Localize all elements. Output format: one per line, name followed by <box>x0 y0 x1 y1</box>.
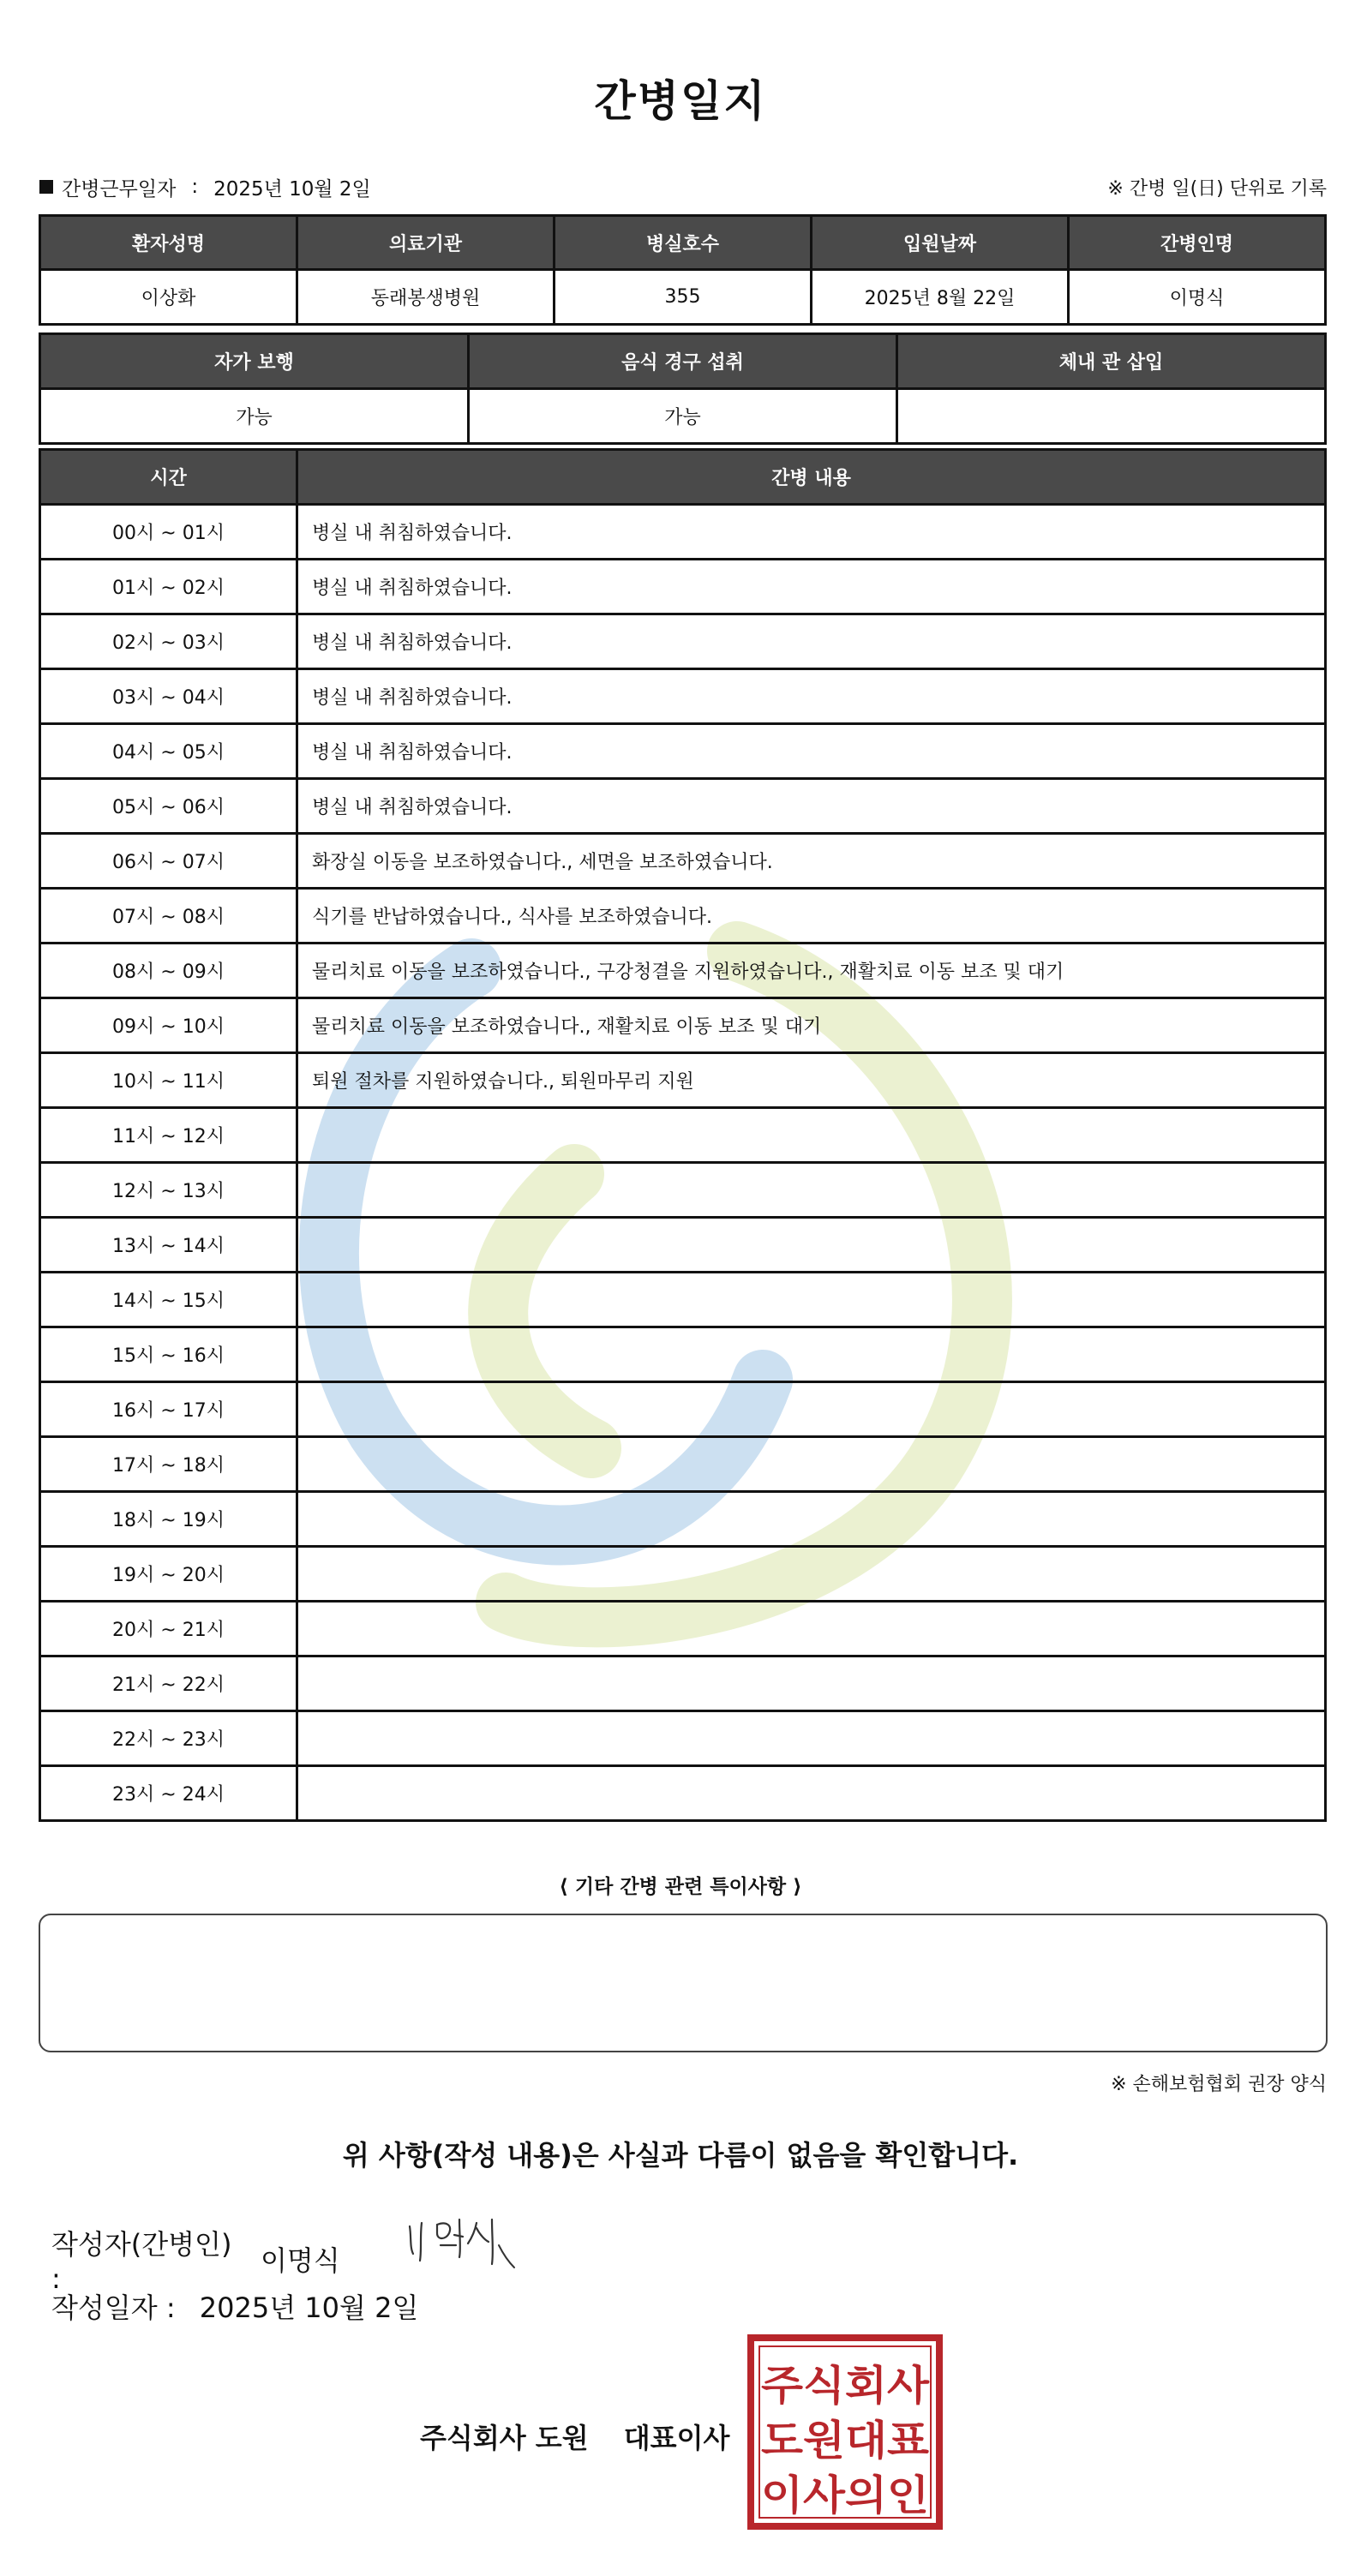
admission-date: 2025년 8월 22일 <box>812 270 1069 325</box>
company-representative: 대표이사 <box>623 2422 730 2454</box>
care-log-row <box>40 505 1326 560</box>
header-time: 시간 <box>40 450 297 505</box>
log-time: 23시 ~ 24시 <box>40 1766 297 1821</box>
status-table-header <box>40 334 1326 389</box>
log-content <box>297 1711 1326 1766</box>
writer-label: 작성자(간병인) : <box>51 2228 232 2295</box>
unit-note: ※ 간병 일(日) 단위로 기록 <box>1107 177 1327 200</box>
seal-text-line-3: 이사의인 <box>761 2471 929 2519</box>
work-date-label: 간병근무일자 <box>62 177 177 201</box>
header-tube-insertion: 체내 관 삽입 <box>897 334 1326 389</box>
header-care-content: 간병 내용 <box>297 450 1326 505</box>
care-log-row <box>40 889 1326 944</box>
care-log-row <box>40 779 1326 834</box>
log-time: 02시 ~ 03시 <box>40 614 297 669</box>
care-log-row <box>40 1163 1326 1218</box>
oral-intake: 가능 <box>469 389 897 444</box>
log-time: 21시 ~ 22시 <box>40 1656 297 1711</box>
notes-box <box>39 1914 1328 2052</box>
header-patient-name: 환자성명 <box>40 216 297 270</box>
care-log-header <box>40 450 1326 505</box>
patient-table-row <box>40 270 1326 325</box>
log-time: 06시 ~ 07시 <box>40 834 297 889</box>
care-log-row <box>40 1492 1326 1547</box>
care-log-row <box>40 1602 1326 1656</box>
log-content: 물리치료 이동을 보조하였습니다., 재활치료 이동 보조 및 대기 <box>297 998 1326 1053</box>
log-content <box>297 1492 1326 1547</box>
room-number: 355 <box>555 270 812 325</box>
header-hospital: 의료기관 <box>297 216 555 270</box>
hospital: 동래봉생병원 <box>297 270 555 325</box>
log-time: 07시 ~ 08시 <box>40 889 297 944</box>
log-content <box>297 1273 1326 1327</box>
log-time: 04시 ~ 05시 <box>40 724 297 779</box>
patient-name: 이상화 <box>40 270 297 325</box>
log-content <box>297 1218 1326 1273</box>
seal-text-line-2: 도원대표 <box>761 2417 930 2465</box>
care-log-row <box>40 669 1326 724</box>
log-content <box>297 1766 1326 1821</box>
log-content <box>297 1602 1326 1656</box>
log-time: 13시 ~ 14시 <box>40 1218 297 1273</box>
log-content: 병실 내 취침하였습니다. <box>297 560 1326 614</box>
patient-table-header <box>40 216 1326 270</box>
writer-name: 이명식 <box>261 2244 340 2277</box>
self-walking: 가능 <box>40 389 469 444</box>
care-log-row <box>40 1547 1326 1602</box>
form-note: ※ 손해보험협회 권장 양식 <box>1111 2074 1327 2095</box>
log-content <box>297 1108 1326 1163</box>
caregiver-name: 이명식 <box>1069 270 1326 325</box>
written-date-row <box>51 2286 418 2326</box>
notes-title: ⟨ 기타 간병 관련 특이사항 ⟩ <box>559 1876 802 1898</box>
care-log-row <box>40 1711 1326 1766</box>
log-time: 17시 ~ 18시 <box>40 1437 297 1492</box>
care-log-row <box>40 1218 1326 1273</box>
log-content: 퇴원 절차를 지원하였습니다., 퇴원마무리 지원 <box>297 1053 1326 1108</box>
log-time: 03시 ~ 04시 <box>40 669 297 724</box>
header-admission-date: 입원날짜 <box>812 216 1069 270</box>
square-bullet-icon <box>39 180 53 194</box>
log-content <box>297 1163 1326 1218</box>
status-table-row <box>40 389 1326 444</box>
log-content: 화장실 이동을 보조하였습니다., 세면을 보조하였습니다. <box>297 834 1326 889</box>
care-log-row <box>40 1108 1326 1163</box>
status-table <box>39 332 1327 445</box>
care-log-row <box>40 1382 1326 1437</box>
log-time: 14시 ~ 15시 <box>40 1273 297 1327</box>
log-content <box>297 1327 1326 1382</box>
log-time: 16시 ~ 17시 <box>40 1382 297 1437</box>
company-name: 주식회사 도원 <box>420 2422 589 2454</box>
care-log-row <box>40 998 1326 1053</box>
care-log-row <box>40 1766 1326 1821</box>
tube-insertion <box>897 389 1326 444</box>
meta-row <box>39 171 1327 202</box>
care-log-row <box>40 614 1326 669</box>
work-date <box>39 173 371 201</box>
log-content: 물리치료 이동을 보조하였습니다., 구강청결을 지원하였습니다., 재활치료 이동 보조 및 대기 <box>297 944 1326 998</box>
care-log-row <box>40 944 1326 998</box>
header-self-walking: 자가 보행 <box>40 334 469 389</box>
log-time: 18시 ~ 19시 <box>40 1492 297 1547</box>
care-log-row <box>40 834 1326 889</box>
care-log-body <box>40 505 1326 1821</box>
page-title: 간병일지 <box>594 76 767 126</box>
written-date-value: 2025년 10월 2일 <box>199 2291 419 2324</box>
care-log-row <box>40 1273 1326 1327</box>
log-time: 09시 ~ 10시 <box>40 998 297 1053</box>
seal-text-line-1: 주식회사 <box>761 2362 930 2410</box>
header-room: 병실호수 <box>555 216 812 270</box>
log-time: 12시 ~ 13시 <box>40 1163 297 1218</box>
writer-row <box>51 2223 340 2295</box>
log-content: 병실 내 취침하였습니다. <box>297 669 1326 724</box>
log-content: 병실 내 취침하였습니다. <box>297 779 1326 834</box>
log-time: 22시 ~ 23시 <box>40 1711 297 1766</box>
log-content: 식기를 반납하였습니다., 식사를 보조하였습니다. <box>297 889 1326 944</box>
care-log-table <box>39 448 1327 1822</box>
written-date-label: 작성일자 : <box>51 2291 176 2324</box>
log-time: 19시 ~ 20시 <box>40 1547 297 1602</box>
care-log-row <box>40 1053 1326 1108</box>
handwritten-signature <box>403 2211 523 2271</box>
log-content <box>297 1656 1326 1711</box>
log-time: 10시 ~ 11시 <box>40 1053 297 1108</box>
log-time: 15시 ~ 16시 <box>40 1327 297 1382</box>
log-content: 병실 내 취침하였습니다. <box>297 505 1326 560</box>
log-time: 00시 ~ 01시 <box>40 505 297 560</box>
company-seal-stamp <box>747 2334 943 2530</box>
log-content: 병실 내 취침하였습니다. <box>297 724 1326 779</box>
log-content <box>297 1382 1326 1437</box>
log-content <box>297 1547 1326 1602</box>
log-time: 01시 ~ 02시 <box>40 560 297 614</box>
care-log-row <box>40 1437 1326 1492</box>
patient-table <box>39 214 1327 326</box>
header-oral-intake: 음식 경구 섭취 <box>469 334 897 389</box>
header-caregiver-name: 간병인명 <box>1069 216 1326 270</box>
confirmation-statement: 위 사항(작성 내용)은 사실과 다름이 없음을 확인합니다. <box>342 2139 1019 2172</box>
log-time: 05시 ~ 06시 <box>40 779 297 834</box>
log-content <box>297 1437 1326 1492</box>
care-log-row <box>40 1656 1326 1711</box>
care-log-row <box>40 560 1326 614</box>
care-log-row <box>40 1327 1326 1382</box>
work-date-value: 2025년 10월 2일 <box>213 177 371 201</box>
log-time: 11시 ~ 12시 <box>40 1108 297 1163</box>
company-signature-line <box>420 2417 729 2456</box>
care-log-row <box>40 724 1326 779</box>
work-date-separator: : <box>191 176 199 198</box>
log-content: 병실 내 취침하였습니다. <box>297 614 1326 669</box>
log-time: 20시 ~ 21시 <box>40 1602 297 1656</box>
log-time: 08시 ~ 09시 <box>40 944 297 998</box>
